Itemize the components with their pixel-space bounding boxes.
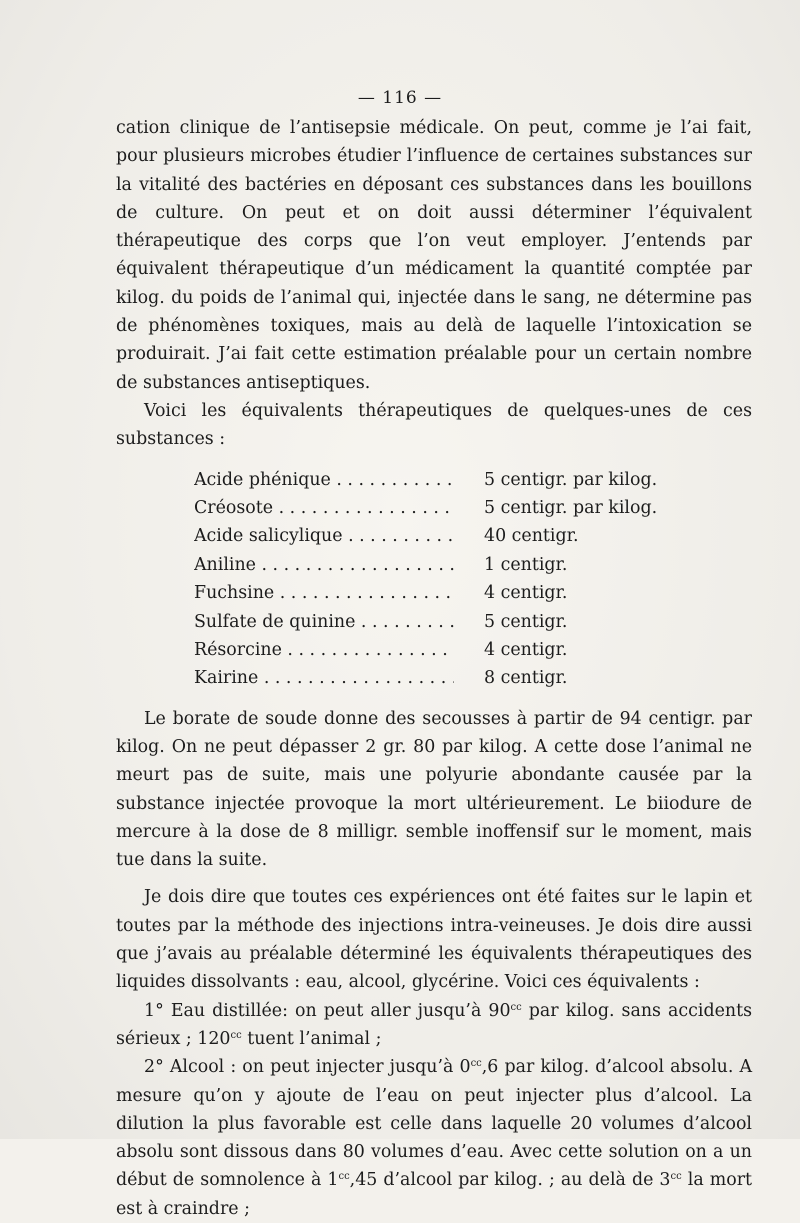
substance-dose: 4 centigr. (484, 639, 568, 660)
list-item (194, 636, 664, 664)
substance-dose: 1 centigr. (484, 554, 568, 575)
paragraph-eau: 1° Eau distillée: on peut aller jusqu’à $90^{cc}$ par kilog. sans accidents sérieux ; $120^{cc}$ tuent l’animal ; (116, 1000, 752, 1049)
list-item (194, 522, 664, 550)
list-item (194, 494, 664, 522)
paragraph-experiences: Je dois dire que toutes ces expériences ont été faites sur le lapin et toutes par la méthode des injections intra-veineuses. Je dois dire aussi que j’avais au préalable déterminé les équivalents thérapeutiques des liquides dissolvants : eau, alcool, glycérine. Voici ces équivalents : (116, 887, 752, 993)
substance-name: Sulfate de quinine . . . (194, 608, 454, 636)
substance-name: Acide salicylique . . . (194, 522, 454, 550)
substance-name: Fuchsine . . . (194, 579, 454, 607)
paragraph-list-intro: Voici les équivalents thérapeutiques de quelques-unes de ces substances : (116, 400, 752, 450)
substance-dose: 8 centigr. (484, 668, 568, 689)
substance-name: Créosote . . . (194, 494, 454, 522)
page-number: — 116 — (357, 88, 443, 108)
item-number: 2° (144, 1057, 164, 1078)
substance-dose: 5 centigr. (484, 611, 568, 632)
list-item (194, 608, 664, 636)
substance-name: Résorcine . . . (194, 636, 454, 664)
substance-dose: 40 centigr. (484, 526, 579, 547)
list-item (194, 466, 664, 494)
substance-dose: 5 centigr. par kilog. (484, 469, 658, 490)
paragraph-borate: Le borate de soude donne des secousses à partir de 94 centigr. par kilog. On ne peut dépasser 2 gr. 80 par kilog. A cette dose l’animal ne meurt pas de suite, mais une polyurie abondante causée par la substance injectée provoque la mort ultérieurement. Le biiodure de mercure à la dose de 8 milligr. semble inoffensif sur le moment, mais tue dans la suite. (116, 708, 752, 871)
list-item (194, 579, 664, 607)
item-label: Eau distillée (170, 1000, 283, 1021)
substance-name: Aniline . . . (194, 551, 454, 579)
page-body (116, 114, 752, 1223)
item-label: Alcool (169, 1057, 225, 1078)
item-number: 1° (144, 1000, 164, 1021)
substance-name: Acide phénique . . . (194, 466, 454, 494)
substances-list (194, 466, 664, 693)
substance-dose: 4 centigr. (484, 583, 568, 604)
list-item (194, 551, 664, 579)
list-item (194, 664, 664, 692)
paragraph-intro: cation clinique de l’antisepsie médicale. On peut, comme je l’ai fait, pour plusieurs microbes étudier l’influence de certaines substances sur la vitalité des bactéries en déposant ces substances dans les bouillons de culture. On peut et on doit aussi déterminer l’équivalent thérapeutique des corps que l’on veut employer. J’entends par équivalent thérapeutique d’un médicament la quantité comptée par kilog. du poids de l’animal qui, injectée dans le sang, ne détermine pas de phénomènes toxiques, mais au delà de laquelle l’intoxication se produirait. J’ai fait cette estimation préalable pour un certain nombre de substances antiseptiques. (116, 118, 752, 393)
substance-name: Kairine . . . (194, 664, 454, 692)
paragraph-alcool: 2° Alcool : on peut injecter jusqu’à $0^{cc},6$ par kilog. d’alcool absolu. A mesure qu’on y ajoute de l’eau on peut injecter plus d’alcool. La dilution la plus favorable est celle dans laquelle 20 volumes d’alcool absolu sont dissous dans 80 volumes d’eau. Avec cette solution on a un début de somnolence à $1^{cc},45$ d’alcool par kilog. ; au delà de $3^{cc}$ la mort est à craindre ; (116, 1057, 753, 1219)
substance-dose: 5 centigr. par kilog. (484, 497, 658, 518)
